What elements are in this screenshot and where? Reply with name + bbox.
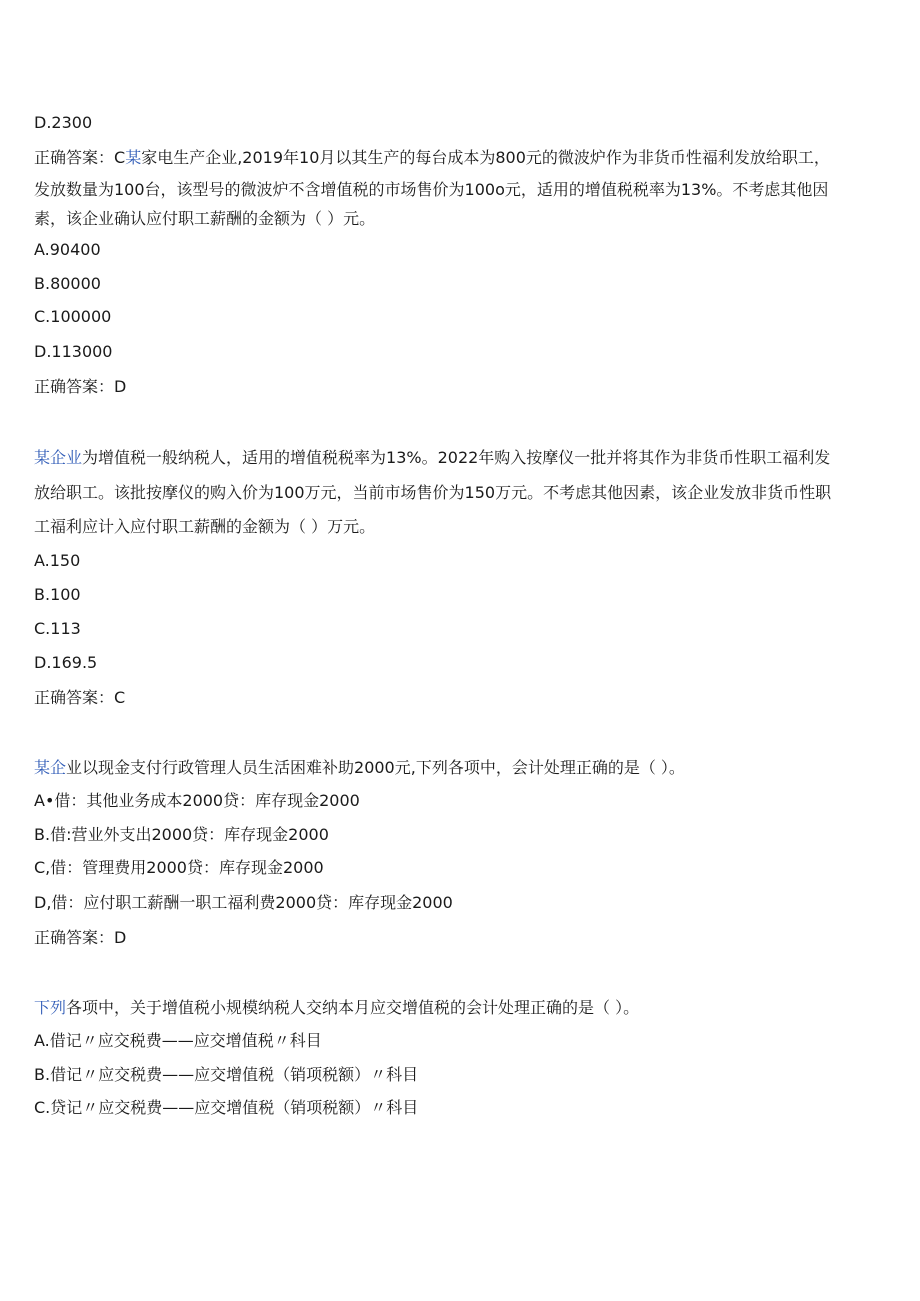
highlighted-lead: 下列 bbox=[34, 998, 67, 1017]
option-b: B.80000 bbox=[34, 274, 101, 293]
option-d: D,借：应付职工薪酬一职工福利费2000贷：库存现金2000 bbox=[34, 893, 453, 912]
option-a: A•借：其他业务成本2000贷：库存现金2000 bbox=[34, 791, 360, 810]
question-text: 业以现金支付行政管理人员生活困难补助2000元,下列各项中，会计处理正确的是（ ）。 bbox=[66, 758, 685, 777]
option-a: A.90400 bbox=[34, 240, 101, 259]
option-d: D.2300 bbox=[34, 113, 93, 132]
correct-answer: 正确答案：C bbox=[34, 688, 126, 707]
option-c: C.100000 bbox=[34, 307, 112, 326]
highlighted-lead: 某 bbox=[125, 148, 142, 167]
question-line: 工福利应计入应付职工薪酬的金额为（ ）万元。 bbox=[34, 517, 376, 536]
question-line bbox=[34, 448, 830, 468]
question-line bbox=[34, 758, 685, 778]
option-c: C.113 bbox=[34, 619, 81, 638]
question-line: 素，该企业确认应付职工薪酬的金额为（ ）元。 bbox=[34, 209, 376, 228]
option-d: D.169.5 bbox=[34, 653, 98, 672]
option-b: B.100 bbox=[34, 585, 81, 604]
option-d: D.113000 bbox=[34, 342, 113, 361]
option-a: A.借记〃应交税费——应交增值税〃科目 bbox=[34, 1031, 322, 1050]
question-text: 为增值税一般纳税人，适用的增值税税率为13%。2022年购入按摩仪一批并将其作为非货币性职工福利发 bbox=[82, 448, 831, 467]
highlighted-lead: 某企 bbox=[34, 758, 67, 777]
question-text: 家电生产企业,2019年10月以其生产的每台成本为800元的微波炉作为非货币性福利发放给职工， bbox=[141, 148, 830, 167]
option-b: B.借:营业外支出2000贷：库存现金2000 bbox=[34, 825, 329, 844]
question-line: 发放数量为100台，该型号的微波炉不含增值税的市场售价为100o元，适用的增值税税率为13%。不考虑其他因 bbox=[34, 180, 829, 199]
question-line: 放给职工。该批按摩仪的购入价为100万元，当前市场售价为150万元。不考虑其他因素，该企业发放非货币性职 bbox=[34, 483, 832, 502]
option-a: A.150 bbox=[34, 551, 81, 570]
correct-answer: 正确答案：D bbox=[34, 377, 127, 396]
highlighted-lead: 某企业 bbox=[34, 448, 83, 467]
option-c: C,借：管理费用2000贷：库存现金2000 bbox=[34, 858, 324, 877]
question-line bbox=[34, 998, 639, 1018]
correct-answer: 正确答案：D bbox=[34, 928, 127, 947]
question-text: 各项中，关于增值税小规模纳税人交纳本月应交增值税的会计处理正确的是（ ）。 bbox=[66, 998, 640, 1017]
answer-prefix: 正确答案：C bbox=[34, 148, 126, 167]
question-line bbox=[34, 148, 830, 168]
option-b: B.借记〃应交税费——应交增值税（销项税额）〃科目 bbox=[34, 1065, 419, 1084]
option-c: C.贷记〃应交税费——应交增值税（销项税额）〃科目 bbox=[34, 1098, 419, 1117]
